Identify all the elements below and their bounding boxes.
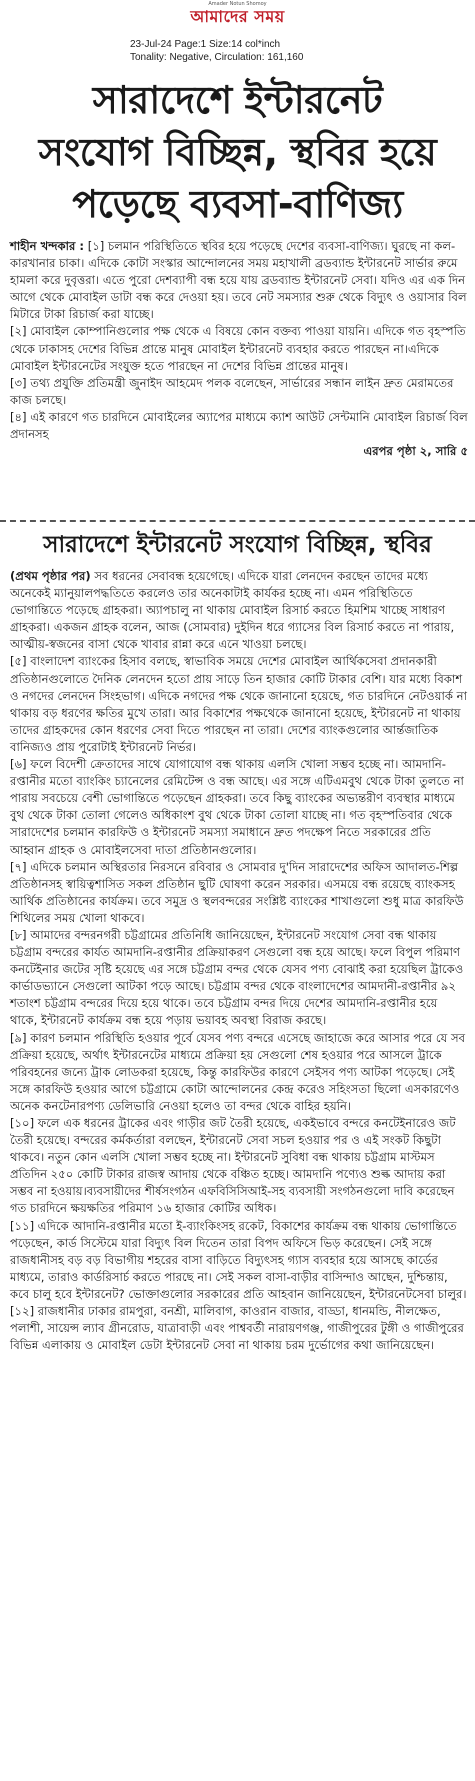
front-paragraph-1 [10, 238, 468, 323]
clipping-meta [130, 38, 450, 64]
headline-line2: সংযোগ বিচ্ছিন্ন, স্থবির হয়ে [38, 130, 437, 174]
front-p1-text: [১] চলমান পরিস্থিতিতে স্থবির হয়ে পড়েছে দেশের ব্যবসা-বাণিজ্য। ঘুরছে না কল-কারখানার চাকা। এদিকে কোটা সংস্কার আন্দোলনের সময় মহাখালী ব্রডব্যান্ড ইন্টারনেট সার্ভার রুমে হামলা করে দুবৃত্তরা। এতে পুরো দেশব্যাপী বন্ধ হয়ে যায় ব্রডব্যান্ড ইন্টারনেট সেবা। যদিও এর এক দিন আগে থেকে মোবাইল ডাটা বন্ধ করে দেওয়া হয়। তবে নেট সমস্যার শুরু থেকে বিদ্যুৎ ও ওয়াসার বিল মিটারে টাকা রিচার্জ করা যাচ্ছে। [10, 239, 467, 322]
continued-reference: এরপর পৃষ্ঠা ২, সারি ৫ [363, 444, 468, 459]
continuation-body [10, 568, 468, 1354]
headline-line3: পড়েছে ব্যবসা-বাণিজ্য [72, 182, 403, 226]
cont-paragraph-8: [৮] আমাদের বন্দরনগরী চট্টগ্রামের প্রতিনিধি জানিয়েছেন, ইন্টারনেট সংযোগ সেবা বন্ধ থাকায় চট্টগ্রাম বন্দরের কার্যত আমদানি-রপ্তানীর প্রক্রিয়াকরণ সেগুলো বন্ধ হয়ে আছে। ফলে বিপুল পরিমাণ কনটেইনার জটের সৃষ্টি হয়েছে এর সঙ্গে চট্টগ্রাম বন্দর থেকে যেসব পণ্য বোঝাই করা হয়েছিল ট্রাকেও কার্ভাডভ্যানে সেগুলো আটকা পড়ে আছে। চট্টগ্রাম বন্দর থেকে বাংলাদেশের আমদানী-রপ্তানীর ৯২ শতাংশ চট্টগ্রাম বন্দরের দিয়ে হয়ে থাকে। তবে চট্টগ্রাম বন্দর দিয়ে দেশের আমদানি-রপ্তানীর হয়ে থাকে, ইন্টারনেট কার্যক্রম বন্ধ হয়ে পড়ায় ভয়াবহ অবস্থা বিরাজ করছে। [10, 927, 464, 1028]
newspaper-logo: আমাদের সময় [190, 7, 285, 26]
article-headline [8, 74, 467, 230]
front-page-body [10, 238, 468, 460]
continuation-headline: সারাদেশে ইন্টারনেট সংযোগ বিচ্ছিন্ন, স্থবির [43, 532, 432, 558]
front-paragraph-2: [২] মোবাইল কোম্পানিগুলোর পক্ষ থেকে এ বিষয়ে কোন বক্তব্য পাওয়া যায়নি। এদিকে গত বৃহস্পতি থেকে ঢাকাসহ দেশের বিভিন্ন প্রান্তে মানুষ মোবাইল ইন্টারনেট ব্যবহার করতে পারছেন না।এদিকে মোবাইল ইন্টারনেটের সংযুক্ত হতে পারছেন না দেশের বিভিন্ন প্রান্তের মানুষ। [10, 324, 466, 373]
cont-paragraph-6: [৬] ফলে বিদেশী ক্রেতাদের সাথে যোগাযোগ বন্ধ থাকায় এলসি খোলা সম্ভব হচ্ছে না। আমদানি-রপ্তানীর মতো ব্যাংকিং চ্যানেলের রেমিটেন্স ও বন্ধ আছে। এর সঙ্গে এটিএমবুথ থেকে টাকা তুলতে না পারায় সবচেয়ে বেশী ভোগান্তিতে পড়েছেন গ্রাহকরা। তবে কিছু ব্যাংকের অভ্যন্তরীণ ব্যবস্থার মাধ্যমে বুথ থেকে টাকা তোলা গেলেও অধিকাংশ বুথ থেকে টাকা তোলা যাচ্ছে না। গত বৃহস্পতিবার থেকে সারাদেশের চলমান কারফিউ ও ইন্টারনেট সমস্যা সমাধানে দ্রুত পদক্ষেপ নিতে সরকারের প্রতি আহ্বান গ্রাহক ও মোবাইলসেবা দাতা প্রতিষ্ঠানগুলোর। [10, 757, 464, 857]
section-divider [0, 520, 475, 522]
front-paragraph-3: [৩] তথ্য প্রযুক্তি প্রতিমন্ত্রী জুনাইদ আহমেদ পলক বলেছেন, সার্ভারের সন্ধান লাইন দ্রুত মেরামতের কাজ চলছে। [10, 375, 454, 407]
clipping-meta-line1: 23-Jul-24 Page:1 Size:14 col*inch [130, 39, 281, 50]
newspaper-masthead [0, 0, 475, 38]
headline-line1: সারাদেশে ইন্টারনেট [92, 78, 383, 122]
cont-paragraph-7: [৭] এদিকে চলমান অস্থিরতার নিরসনে রবিবার ও সোমবার দু'দিন সারাদেশের অফিস আদালত-শিল্প প্রতিষ্ঠানসহ স্বায়িত্বশাসিত সকল প্রতিষ্ঠান ছুটি ঘোষণা করেন সরকার। এসময়ে বন্ধ রয়েছে ব্যাংকসহ আর্থিক প্রতিষ্ঠানের কার্যক্রম। তবে সমুদ্র ও স্থলবন্দরের সংশ্লিষ্ট ব্যাংকের শাখাগুলো শুধু মাত্র কারফিউ শিথিলের সময় খোলা থাকবে। [10, 859, 464, 925]
cont-paragraph-11: [১১] এদিকে আদানি-রপ্তানীর মতো ই-ব্যাংকিংসহ রকেট, বিকাশের কার্যক্রম বন্ধ থাকায় ভোগান্তিতে পড়েছেন, কার্ড সিস্টেমে যারা বিদ্যুৎ বিল দিতেন তারা বিপদ অফিসে ভিড় করেছেন। সেই সঙ্গে রাজধানীসহ বড় বড় বিভাগীয় শহরের বাসা বাড়িতে বিদ্যুৎসহ গ্যাস ব্যবহার হয়ে আসছে কার্ডের মাধ্যমে, তারাও কার্ডরিসার্চ করতে পারছে না। সেই সকল বাসা-বাড়ীর বাসিন্দাও আছেন, দুশ্চিন্তায়, কবে চালু হবে ইন্টারনেট? ভোক্তাগুলোর সরকারের প্রতি আহবান জানিয়েছেন, ইন্টারনেটসেবা চালুর। [10, 1218, 467, 1301]
cont-paragraph-9: [৯] কারণ চলমান পরিস্থিতি হওয়ার পূর্বে যেসব পণ্য বন্দরে এসেছে জাহাজে করে আসার পরে যে সব প্রক্রিয়া হয়েছে, অর্থাৎ ইন্টারনেটের মাধ্যমে প্রক্রিয়া হয় সেগুলো শেষ হওয়ার পরে আসলে ট্রাকে পরিবহনের জন্যে ট্রাক লোডকরা হয়েছে, কিন্তু কারফিউর কারণে সেইসব পণ্য আটকা পড়েছে। সেই সঙ্গে কারফিউ হওয়ার আগে চট্টগ্রামে কোটা আন্দোলনের কেন্দ্র করেও সহিংসতা ছিলো এসকারণেও অনেক কনটেনারপণ্য ডেলিভারি নেওয়া হলেও তা বন্দর থেকে বাহির হয়নি। [10, 1030, 466, 1113]
masthead-tagline: Amader Notun Shomoy [208, 1, 267, 7]
byline: শাহীন খন্দকার : [10, 239, 85, 253]
cont-paragraph-12: [১২] রাজধানীর ঢাকার রামপুরা, বনশ্রী, মালিবাগ, কাওরান বাজার, বাড্ডা, ধানমন্ডি, নীলক্ষেত, পলাশী, সায়েন্স ল্যাব গ্রীনরোড, যাত্রাবাড়ী এবং পাশ্ববর্তী নারায়ণগঞ্জ, গাজীপুরের টুঙ্গী ও গাজীপুরের বিভিন্ন এলাকায় ও মোবাইল ডেটা ইন্টারনেট সেবা না থাকায় চরম দুর্ভোগের কথা জানিয়েছেন। [10, 1304, 464, 1353]
first-page-ref: (প্রথম পৃষ্ঠার পর) [10, 569, 91, 583]
cont-paragraph-0 [10, 568, 468, 653]
cont-p0-text: সব ধরনের সেবাবন্ধ হয়েগেছে। এদিকে যারা লেনদেন করছেন তাদের মধ্যে অনেকেই ম্যানুয়ালপদ্ধতিতে করলেও তার অনেকাটাই কার্যকর হচ্ছে না। এমন পরিস্থিতিতে ভোগান্তিতে পড়েছে গ্রাহকরা। অ্যাপচালু না থাকায় মোবাইল রিসার্চ করতে হিমশিম খাচ্ছে সাধারণ গ্রাহকরা। একজন গ্রাহক বলেন, আজ (সোমবার) দুইদিন ধরে গ্যাসের বিল রিসার্চ করতে না পারায়, আত্মীয়-স্বজনের বাসা থেকে খাবার রান্না করে এনে খাওয়া চলছে। [10, 569, 455, 652]
front-paragraph-4: [৪] এই কারণে গত চারদিনে মোবাইলের অ্যাপের মাধ্যমে ক্যাশ আউট সেন্টমানি মোবাইল রিচার্জ বিল প্রদানসহ [10, 409, 468, 442]
clipping-meta-line2: Tonality: Negative, Circulation: 161,160 [130, 52, 304, 63]
cont-paragraph-5: [৫] বাংলাদেশ ব্যাংকের হিসাব বলছে, স্বাভাবিক সময়ে দেশের মোবাইল আর্থিকসেবা প্রদানকারী প্রতিষ্ঠানগুলোতে দৈনিক লেনদেন হতো প্রায় সাড়ে তিন হাজার কোটি টাকার বেশি। যার মধ্যে বিকাশ ও নগদের লেনদেন সিংহভাগ। এদিকে নগদের পক্ষ থেকে জানানো হয়েছে, গত চারদিনে নেটওয়ার্ক না থাকায় বড় ধরণের ক্ষতির মুখে তারা। আর বিকাশের পক্ষথেকে জানানো হয়েছে, ইন্টারনেট না থাকায় তাদের গ্রাহকদের কোন ধরণের সেবা দিতে পারছেন না তারা। দেশের ব্যাংকগুলোর আর্ন্তজাতিক বানিজ্যও প্রায় পুরোটাই ইন্টারনেট নির্ভর। [10, 654, 467, 754]
cont-paragraph-10: [১০] ফলে এক ধরনের ট্রাকের এবং গাড়ীর জট তৈরী হয়েছে, একইভাবে বন্দরে কনটেইনারেও জট তৈরী হয়েছে। বন্দরের কর্মকর্তারা বলছেন, ইন্টারনেট সেবা সচল হওয়ার পর ও এই সংকট কিছুটা থাকবে। নতুন কোন এলসি খোলা সম্ভব হচ্ছে না। ইন্টারনেট সুবিধা বন্ধ থাকায় চট্টগ্রাম মাস্টমস প্রতিদিন ২৫০ কোটি টাকার রাজস্ব আদায় থেকে বঞ্চিত হচ্ছে। আমদানি পণ্যেও শুল্ক আদায় করা সম্ভব না হওয়ায়।ব্যবসায়ীদের শীর্ষসংগঠন এফবিসিসিআই-সহ ব্যবসায়ী সংগঠনগুলো দাবি করেছেন গত চারদিনে ক্ষয়ক্ষতির পরিমাণ ১৬ হাজার কোটির অধিক। [10, 1116, 456, 1216]
